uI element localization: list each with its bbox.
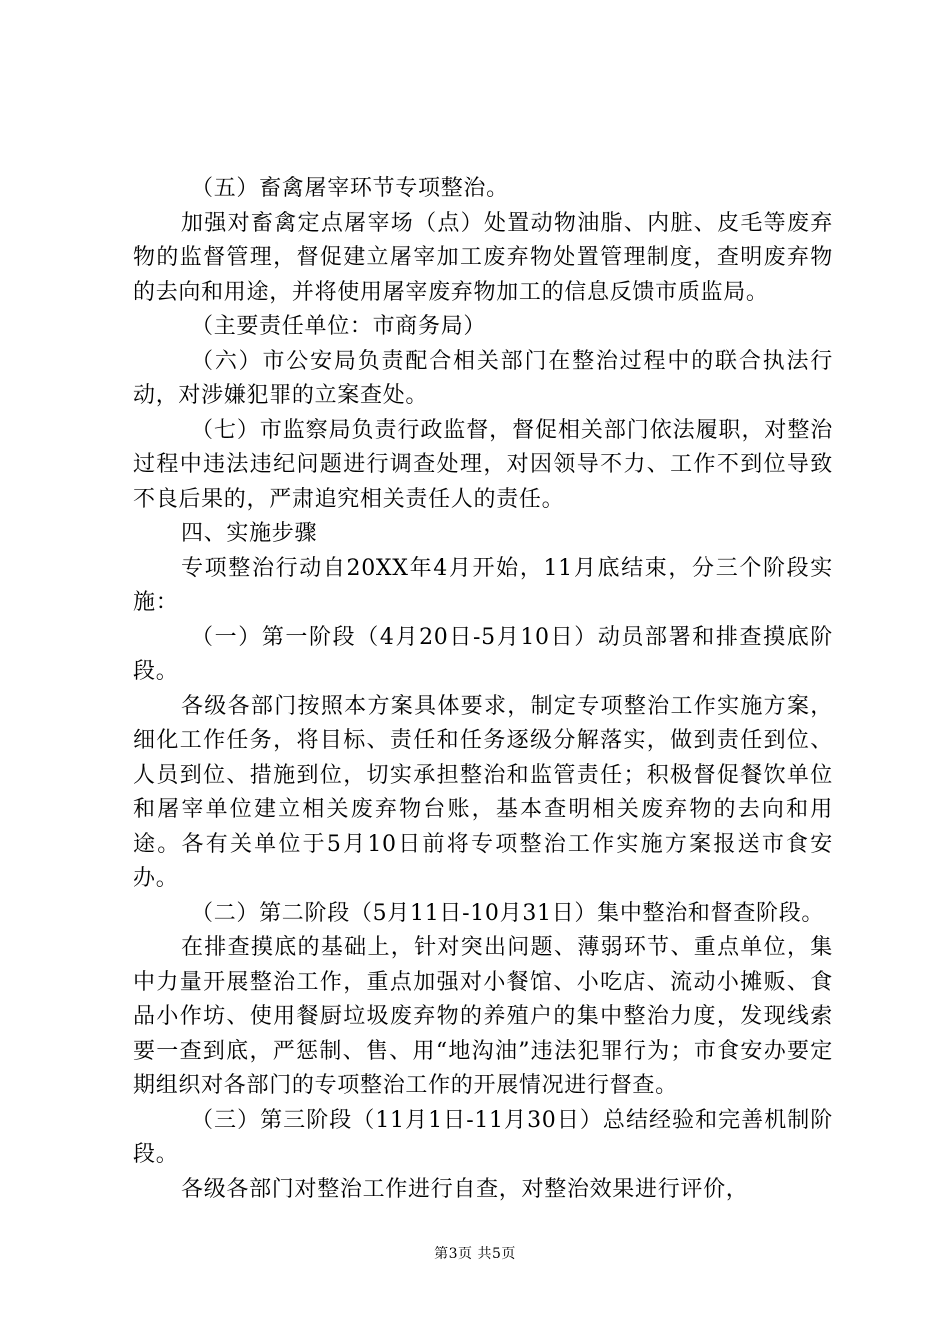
heading-livestock-slaughter: （五）畜禽屠宰环节专项整治。 xyxy=(191,176,509,201)
heading-phase-two: （二）第二阶段（5月11日-10月31日）集中整治和督查阶段。 xyxy=(191,900,825,926)
responsible-unit-note: （主要责任单位：市商务局） xyxy=(191,314,487,339)
paragraph-phase-two: 在排查摸底的基础上，针对突出问题、薄弱环节、重点单位，集中力量开展整治工作，重点加强对小餐馆、小吃店、流动小摊贩、食品小作坊、使用餐厨垃圾废弃物的养殖户的集中整治力度，发现线索要一查到底，严惩制、售、用“地沟油”违法犯罪行为；市食安办要定期组织对各部门的专项整治工作的开展情况进行督查。 xyxy=(133,935,833,1098)
paragraph-phase-one: 各级各部门按照本方案具体要求，制定专项整治工作实施方案，细化工作任务，将目标、责任和任务逐级分解落实，做到责任到位、人员到位、措施到位，切实承担整治和监管责任；积极督促餐饮单位和屠宰单位建立相关废弃物台账，基本查明相关废弃物的去向和用途。各有关单位于5月10日前将专项整治工作实施方案报送市食安办。 xyxy=(133,693,833,891)
paragraph-phase-three: 各级各部门对整治工作进行自查，对整治效果进行评价， xyxy=(181,1176,749,1202)
page-number-footer: 第3页 共5页 xyxy=(434,1246,516,1262)
heading-phase-one: （一）第一阶段（4月20日-5月10日）动员部署和排查摸底阶段。 xyxy=(133,624,833,684)
item-public-security: （六）市公安局负责配合相关部门在整治过程中的联合执法行动，对涉嫌犯罪的立案查处。 xyxy=(133,348,833,408)
heading-phase-three: （三）第三阶段（11月1日-11月30日）总结经验和完善机制阶段。 xyxy=(133,1107,833,1167)
paragraph-action-timeline: 专项整治行动自20XX年4月开始，11月底结束，分三个阶段实施： xyxy=(133,555,833,615)
document-body xyxy=(133,172,833,1207)
paragraph-slaughter-supervision: 加强对畜禽定点屠宰场（点）处置动物油脂、内脏、皮毛等废弃物的监督管理，督促建立屠宰加工废弃物处置管理制度，查明废弃物的去向和用途，并将使用屠宰废弃物加工的信息反馈市质监局。 xyxy=(133,210,833,305)
item-supervision-bureau: （七）市监察局负责行政监督，督促相关部门依法履职，对整治过程中违法违纪问题进行调查处理，对因领导不力、工作不到位导致不良后果的，严肃追究相关责任人的责任。 xyxy=(133,417,833,512)
section-heading-implementation-steps: 四、实施步骤 xyxy=(181,521,318,546)
